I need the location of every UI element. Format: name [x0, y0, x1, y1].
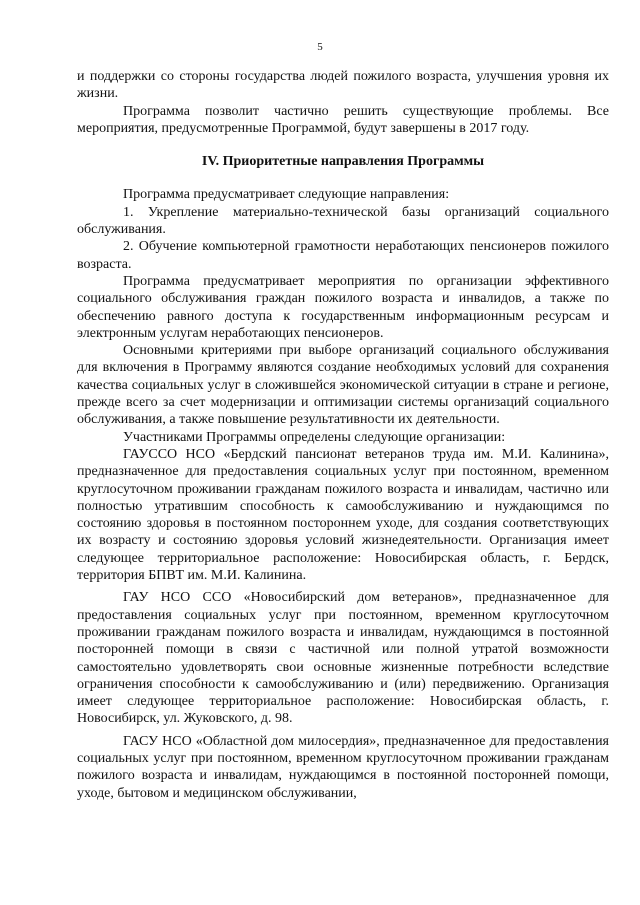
paragraph-participant-mercy-home: ГАСУ НСО «Областной дом милосердия», предназначенное для предоставления социальных услуг при постоянном, временном круглосуточном проживании гражданам пожилого возраста и инвалидам, нуждающимся в постоянной посторонней помощи, уходе, бытовом и медицинском обслуживании,: [77, 733, 609, 801]
paragraph-program-measures: Программа предусматривает мероприятия по организации эффективного социального обслуживания граждан пожилого возраста и инвалидов, а также по обеспечению равного доступа к государственным информационным ресурсам и электронным услугам неработающих пенсионеров.: [77, 273, 609, 341]
list-item-direction-1: 1. Укрепление материально-технической базы организаций социального обслуживания.: [77, 204, 609, 238]
page-number: 5: [317, 41, 323, 53]
list-item-direction-2: 2. Обучение компьютерной грамотности неработающих пенсионеров пожилого возраста.: [77, 239, 609, 272]
section-heading: IV. Приоритетные направления Программы: [201, 154, 485, 170]
paragraph-participant-veterans-home: ГАУ НСО ССО «Новосибирский дом ветеранов», предназначенное для предоставления социальных услуг при постоянном, временном круглосуточном проживании гражданам пожилого возраста и инвалидам, нуждающимся в постоянной посторонней помощи в связи с частичной или полной утратой возможности самостоятельно удовлетворять свои основные жизненные потребности вследствие ограничения способности к самообслуживанию и (или) передвижению. Организация имеет следующее территориальное расположение: Новосибирская область, г. Новосибирск, ул. Жуковского, д. 98.: [77, 590, 609, 727]
paragraph-directions-intro: Программа предусматривает следующие направления:: [123, 187, 450, 203]
paragraph-selection-criteria: Основными критериями при выборе организаций социального обслуживания для включения в Программу являются создание необходимых условий для сохранения качества социальных услуг в сложившейся экономической ситуации в стране и регионе, прежде всего за счет модернизации и оптимизации системы организаций социального обслуживания, а также повышение результативности их деятельности.: [77, 343, 609, 428]
paragraph-program-completion: Программа позволит частично решить существующие проблемы. Все мероприятия, предусмотренные Программой, будут завершены в 2017 году.: [77, 103, 609, 136]
paragraph-participant-berdsk: ГАУССО НСО «Бердский пансионат ветеранов труда им. М.И. Калинина», предназначенное для предоставления социальных услуг при постоянном, временном круглосуточном проживании гражданам пожилого возраста и инвалидам, частично или полностью утратившим способность к самообслуживанию и нуждающимся по состоянию здоровья в постоянном постороннем уходе, для создания соответствующих их возрасту и состоянию здоровья условий жизнедеятельности. Организация имеет следующее территориальное расположение: Новосибирская область, г. Бердск, территория БПВТ им. М.И. Калинина.: [77, 446, 609, 584]
document-body: [77, 68, 609, 802]
paragraph-continuation: и поддержки со стороны государства людей пожилого возраста, улучшения уровня их жизни.: [77, 69, 609, 102]
paragraph-participants-intro: Участниками Программы определены следующие организации:: [123, 429, 506, 445]
